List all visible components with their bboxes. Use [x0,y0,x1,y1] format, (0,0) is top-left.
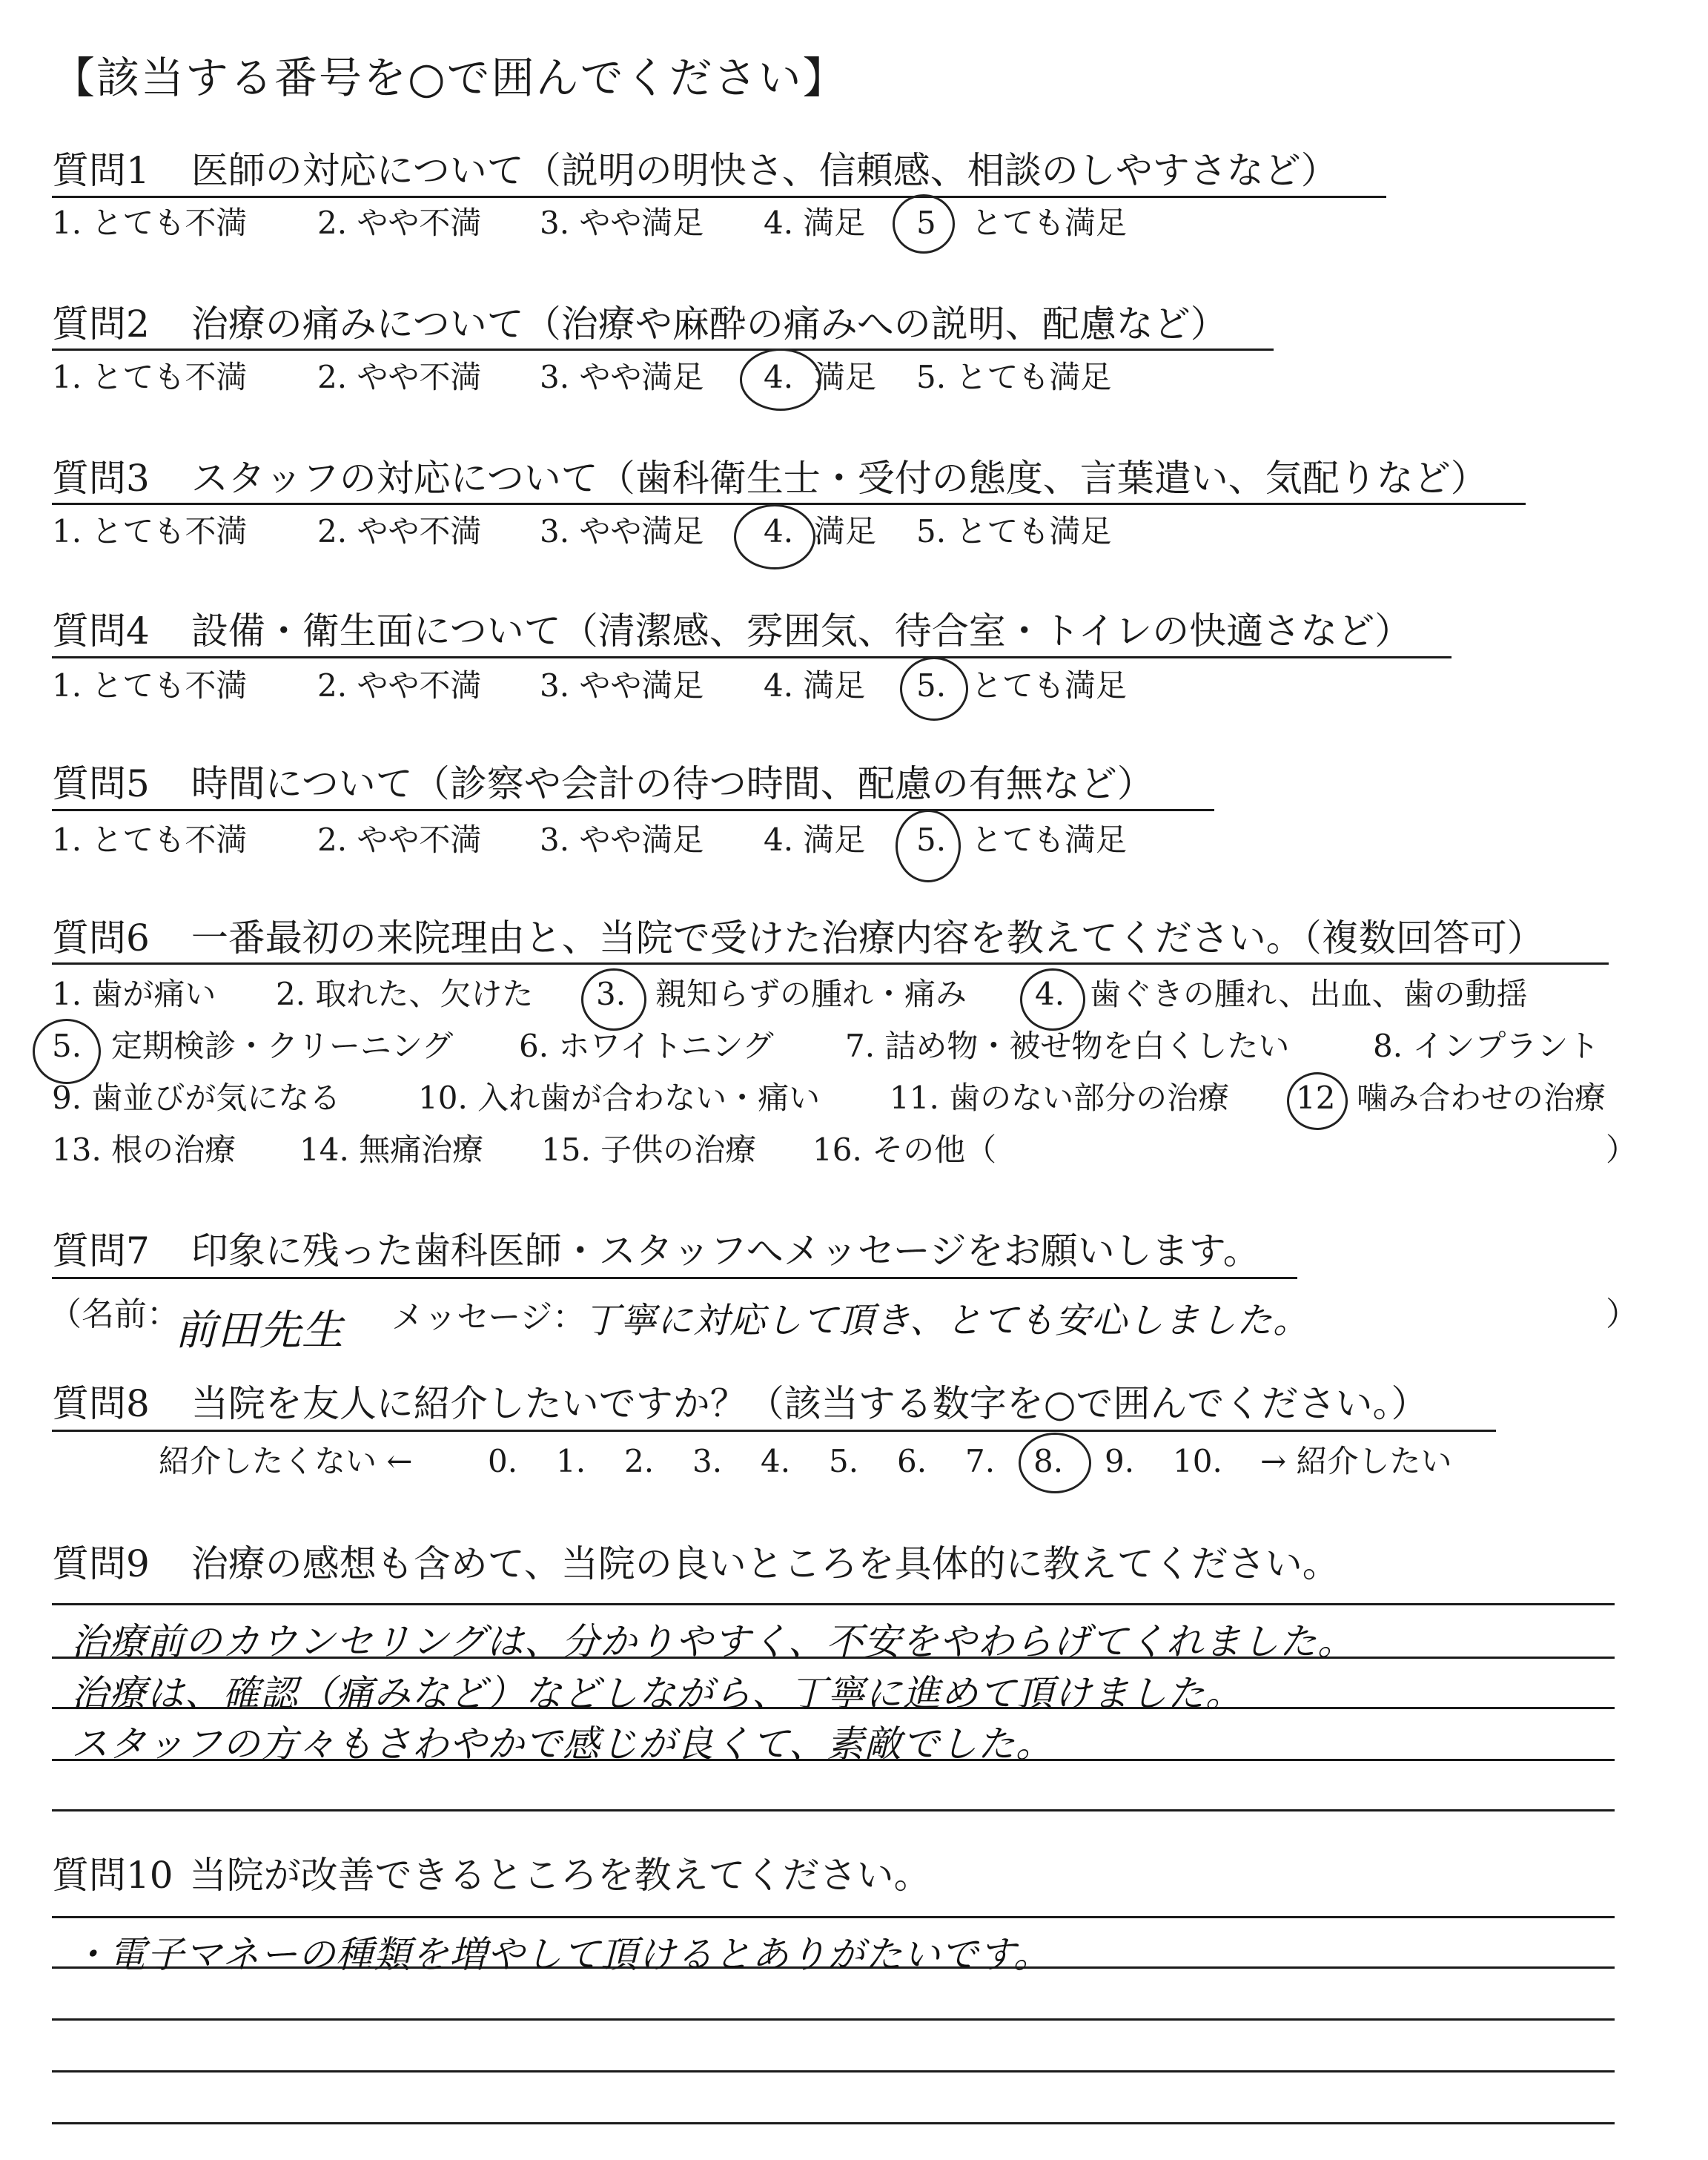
question-8-text: 当院を友人に紹介したいですか？（該当する数字を○で囲んでください。） [191,1382,1429,1425]
selection-circle [896,810,961,882]
q6-item-2[interactable]: 2. 取れた、欠けた [276,976,534,1012]
q3-option-3[interactable]: 3. やや満足 [540,513,704,549]
scale-8[interactable]: 8. [1033,1443,1064,1479]
question-1-label: 質問1 [52,149,150,192]
selection-circle [581,968,646,1031]
selection-circle [740,349,821,411]
q9-answer-line-3: スタッフの方々もさわやかで感じが良くて、素敵でした。 [71,1723,1053,1766]
answer-rule [52,2122,1615,2124]
q6-item-16-close: ） [1606,1132,1638,1168]
q2-option-4[interactable]: 4. [764,359,794,395]
question-8 [52,1382,1429,1425]
q1-option-3[interactable]: 3. やや満足 [540,205,704,241]
page-title: 【該当する番号を○で囲んでください】 [52,53,847,103]
q6-item-10[interactable]: 10. 入れ歯が合わない・痛い [418,1080,821,1116]
question-7-text: 印象に残った歯科医師・スタッフへメッセージをお願いします。 [191,1229,1260,1272]
answer-rule [52,2070,1615,2073]
question-9-text: 治療の感想も含めて、当院の良いところを具体的に教えてください。 [191,1542,1340,1585]
q5-option-1[interactable]: 1. とても不満 [52,822,248,858]
scale-2[interactable]: 2. [624,1443,655,1479]
q6-item-3-label: 親知らずの腫れ・痛み [655,976,967,1012]
question-10-text: 当院が改善できるところを教えてください。 [189,1854,931,1897]
q6-item-4-label: 歯ぐきの腫れ、出血、歯の動揺 [1090,976,1528,1012]
q3-option-5[interactable]: 5. とても満足 [916,513,1112,549]
question-1-text: 医師の対応について（説明の明快さ、信頼感、相談のしやすさなど） [191,149,1338,192]
q6-item-16[interactable]: 16. その他（ [812,1132,997,1168]
question-7-label: 質問7 [52,1229,150,1272]
q2-option-2[interactable]: 2. やや不満 [317,359,482,395]
q6-item-3[interactable]: 3. [596,976,626,1012]
q2-option-3[interactable]: 3. やや満足 [540,359,704,395]
question-8-label: 質問8 [52,1382,150,1425]
q6-item-5-label: 定期検診・クリーニング [111,1028,454,1064]
q6-item-8[interactable]: 8. インプラント [1373,1028,1600,1064]
question-5-underline [52,809,1214,811]
question-2-label: 質問2 [52,303,150,346]
question-2 [52,303,1228,346]
question-1 [52,149,1338,192]
q2-option-1[interactable]: 1. とても不満 [52,359,248,395]
question-4-underline [52,656,1452,658]
question-7-underline [52,1277,1297,1279]
q4-option-3[interactable]: 3. やや満足 [540,667,704,704]
question-5-text: 時間について（診察や会計の待つ時間、配慮の有無など） [191,762,1154,805]
question-6-label: 質問6 [52,916,150,960]
answer-rule [52,2018,1615,2021]
q4-option-4[interactable]: 4. 満足 [764,667,866,704]
message-value: 丁寧に対応して頂き、とても安心しました。 [584,1300,1310,1341]
selection-circle [893,194,955,254]
answer-rule [52,1809,1615,1811]
question-10-label: 質問10 [52,1854,173,1897]
scale-1[interactable]: 1. [556,1443,586,1479]
q6-item-5[interactable]: 5. [52,1028,82,1064]
scale-3[interactable]: 3. [692,1443,723,1479]
selection-circle [1020,968,1085,1031]
q1-option-1[interactable]: 1. とても不満 [52,205,248,241]
q6-item-15[interactable]: 15. 子供の治療 [541,1132,757,1168]
q5-option-5-label: とても満足 [971,822,1128,858]
question-7 [52,1229,1260,1272]
scale-5[interactable]: 5. [829,1443,859,1479]
question-3-label: 質問3 [52,457,150,500]
question-5-label: 質問5 [52,762,150,805]
answer-rule [52,1916,1615,1918]
scale-7[interactable]: 7. [965,1443,996,1479]
question-2-underline [52,349,1274,351]
q6-item-12[interactable]: 12 [1296,1080,1336,1116]
q5-option-4[interactable]: 4. 満足 [764,822,866,858]
question-3-text: スタッフの対応について（歯科衛生士・受付の態度、言葉遣い、気配りなど） [191,457,1488,500]
question-3-underline [52,503,1526,505]
q5-option-5[interactable]: 5. [916,822,947,858]
question-4-text: 設備・衛生面について（清潔感、雰囲気、待合室・トイレの快適さなど） [191,610,1412,653]
scale-0[interactable]: 0. [488,1443,518,1479]
question-4 [52,610,1412,653]
question-2-text: 治療の痛みについて（治療や麻酔の痛みへの説明、配慮など） [191,303,1228,346]
scale-6[interactable]: 6. [897,1443,927,1479]
scale-10[interactable]: 10. [1173,1443,1222,1479]
q10-answer-line-1: ・電子マネーの種類を増やして頂けるとありがたいです。 [71,1933,1051,1976]
question-8-underline [52,1430,1496,1432]
message-label: メッセージ： [391,1298,586,1336]
scale-left-label: 紹介したくない ← [159,1443,413,1479]
q9-answer-line-2: 治療は、確認（痛みなど）などしながら、丁寧に進めて頂けました。 [71,1672,1243,1715]
q4-option-2[interactable]: 2. やや不満 [317,667,482,704]
q3-option-1[interactable]: 1. とても不満 [52,513,248,549]
q9-answer-line-1: 治療前のカウンセリングは、分かりやすく、不安をやわらげてくれました。 [71,1620,1355,1663]
q5-option-3[interactable]: 3. やや満足 [540,822,704,858]
question-9 [52,1542,1340,1585]
scale-4[interactable]: 4. [761,1443,791,1479]
q1-option-4[interactable]: 4. 満足 [764,205,866,241]
scale-right-label: → 紹介したい [1260,1443,1452,1479]
question-9-label: 質問9 [52,1542,150,1585]
question-3 [52,457,1488,500]
question-10 [52,1854,931,1897]
selection-circle [900,657,968,721]
q6-item-11[interactable]: 11. 歯のない部分の治療 [890,1080,1230,1116]
q5-option-2[interactable]: 2. やや不満 [317,822,482,858]
q2-option-4-label: 満足 [814,359,877,395]
selection-circle [33,1019,101,1084]
q3-option-4-label: 満足 [814,513,877,549]
q4-option-5[interactable]: 5. [916,667,947,704]
q1-option-5[interactable]: 5 [916,205,936,241]
q3-option-4[interactable]: 4. [764,513,794,549]
selection-circle [1287,1072,1348,1130]
q6-item-4[interactable]: 4. [1035,976,1065,1012]
q6-item-6[interactable]: 6. ホワイトニング [519,1028,774,1064]
question-4-label: 質問4 [52,610,150,653]
q1-option-5-label: とても満足 [971,205,1128,241]
question-1-underline [52,196,1386,198]
q2-option-5[interactable]: 5. とても満足 [916,359,1112,395]
q6-item-13[interactable]: 13. 根の治療 [52,1132,236,1168]
q6-item-7[interactable]: 7. 詰め物・被せ物を白くしたい [845,1028,1290,1064]
q1-option-2[interactable]: 2. やや不満 [317,205,482,241]
question-6 [52,916,1544,960]
q4-option-1[interactable]: 1. とても不満 [52,667,248,704]
message-close: ） [1606,1295,1638,1333]
name-value: 前田先生 [175,1307,344,1355]
name-label: （名前： [49,1295,179,1333]
selection-circle [734,504,815,569]
q4-option-5-label: とても満足 [971,667,1128,704]
question-6-text: 一番最初の来院理由と、当院で受けた治療内容を教えてください。（複数回答可） [191,916,1544,960]
selection-circle [1019,1433,1091,1493]
q6-item-14[interactable]: 14. 無痛治療 [299,1132,484,1168]
answer-rule [52,1603,1615,1605]
q6-item-12-label: 噛み合わせの治療 [1357,1080,1606,1116]
q3-option-2[interactable]: 2. やや不満 [317,513,482,549]
question-5 [52,762,1154,805]
scale-9[interactable]: 9. [1105,1443,1135,1479]
q6-item-9[interactable]: 9. 歯並びが気になる [52,1080,341,1116]
question-6-underline [52,962,1609,965]
q6-item-1[interactable]: 1. 歯が痛い [52,976,216,1012]
